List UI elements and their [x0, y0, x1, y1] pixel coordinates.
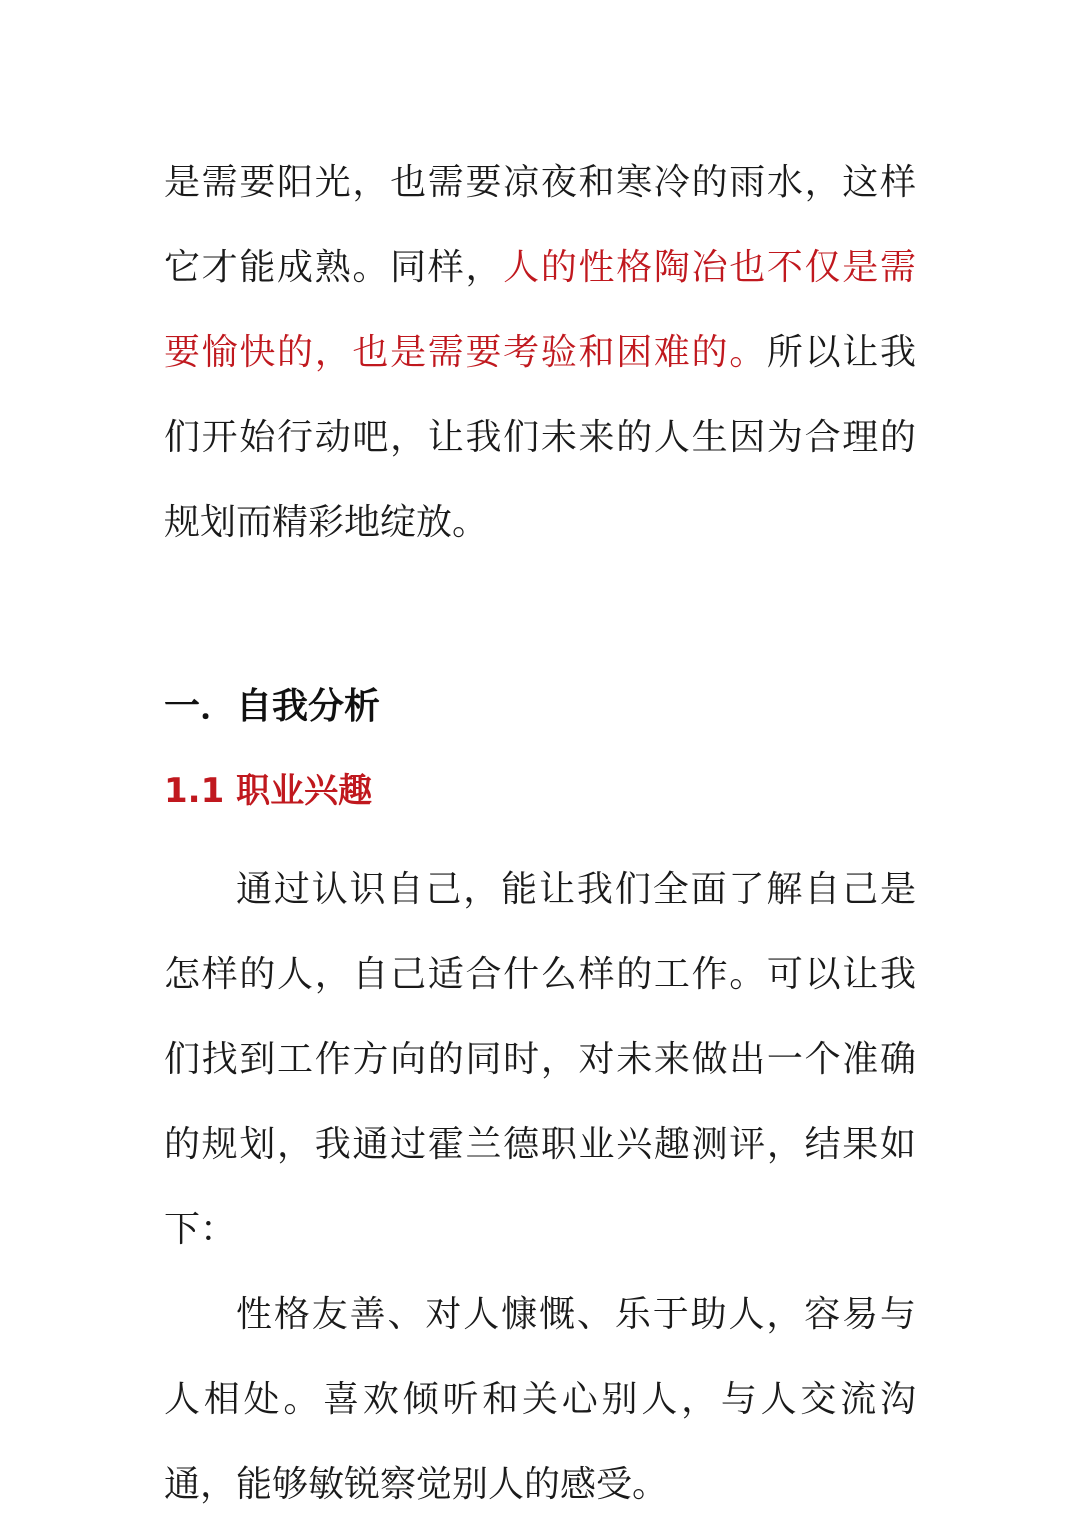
document-body	[164, 140, 916, 1527]
intro-text-part2: 所以让我们开始行动吧，让我们未来的人生因为合理的规划而精彩地绽放。	[164, 332, 916, 543]
intro-highlight-text: 人的性格陶冶也不仅是需要愉快的，也是需要考验和困难的。	[164, 247, 916, 373]
intro-text-part1: 是需要阳光，也需要凉夜和寒冷的雨水，这样它才能成熟。同样，	[164, 162, 916, 288]
subsection-heading: 1.1 职业兴趣	[164, 771, 373, 811]
intro-paragraph	[164, 140, 916, 565]
body-paragraph: 通过认识自己，能让我们全面了解自己是怎样的人，自己适合什么样的工作。可以让我们找到工作方向的同时，对未来做出一个准确的规划，我通过霍兰德职业兴趣测评，结果如下：	[164, 869, 916, 1250]
section-heading: 一．自我分析	[164, 686, 381, 727]
body-paragraph: 性格友善、对人慷慨、乐于助人，容易与人相处。喜欢倾听和关心别人，与人交流沟通，能够敏锐察觉别人的感受。	[164, 1294, 916, 1505]
